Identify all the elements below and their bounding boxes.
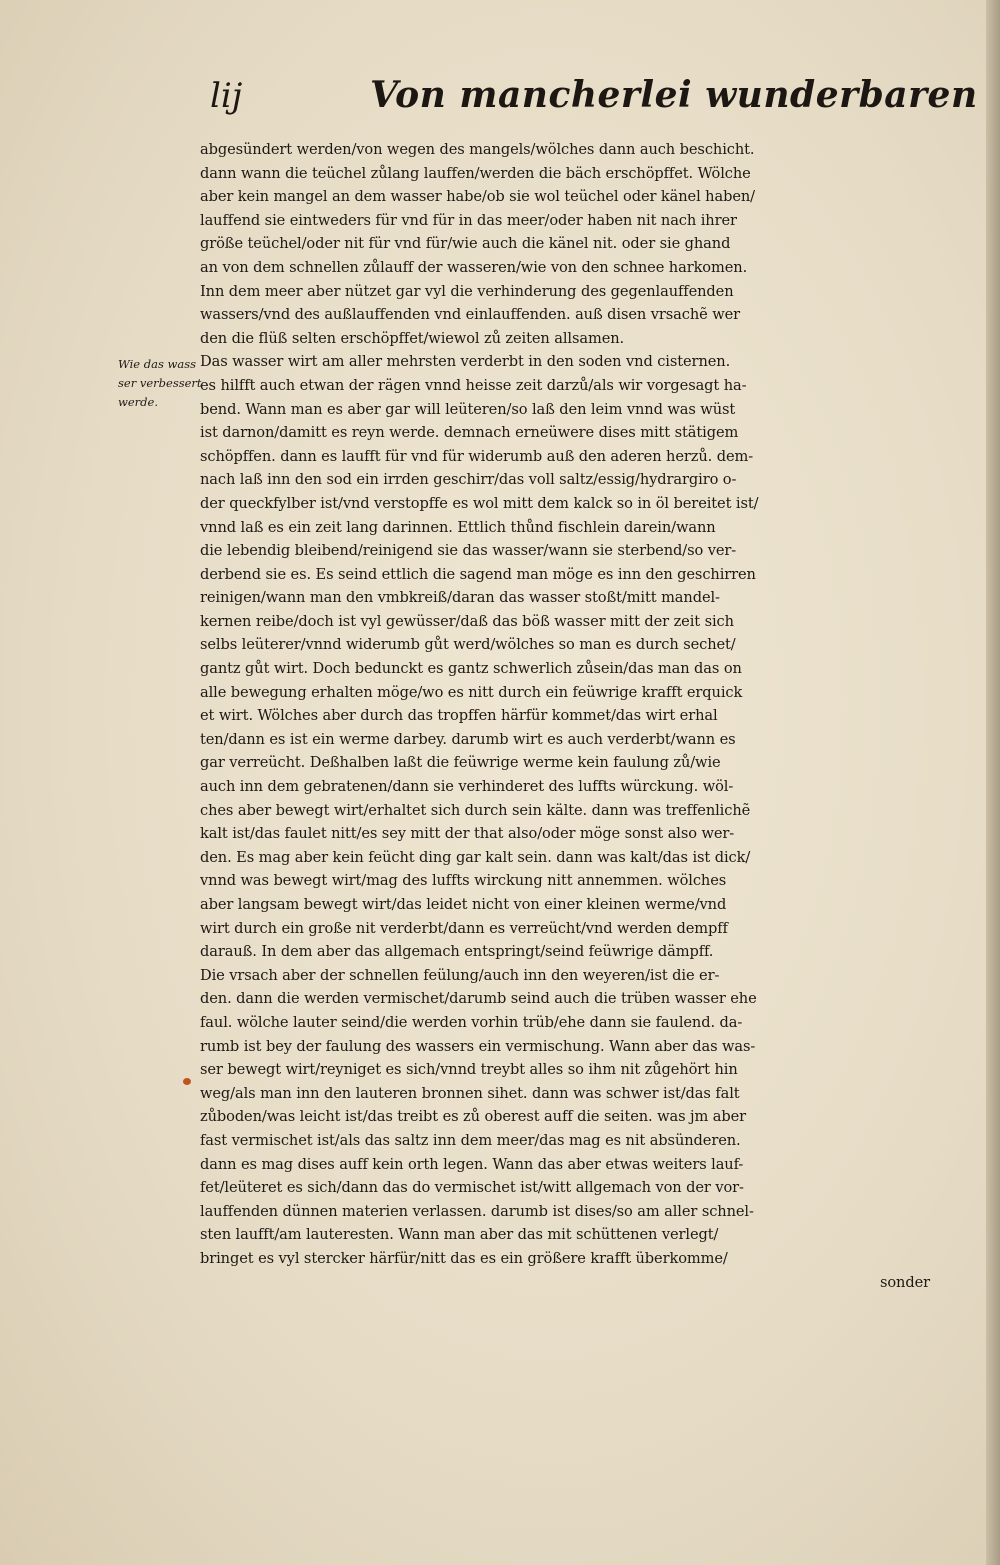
text-line: ten/dann es ist ein werme darbey. darumb wirt es auch verderbt/wann es — [200, 730, 736, 748]
text-line: aber kein mangel an dem wasser habe/ob sie wol teüchel oder känel haben/ — [200, 188, 755, 206]
text-line: Das wasser wirt am aller mehrsten verderbt in den soden vnd cisternen. — [200, 353, 731, 371]
text-line: darauß. In dem aber das allgemach entspringt/seind feüwrige dämpff. — [200, 943, 714, 961]
text-line: dann wann die teüchel zůlang lauffen/werden die bäch erschöpffet. Wölche — [200, 164, 751, 182]
text-line: vnnd was bewegt wirt/mag des luffts wirckung nitt annemmen. wölches — [200, 872, 727, 890]
text-line: die lebendig bleibend/reinigend sie das wasser/wann sie sterbend/so ver- — [200, 542, 737, 560]
text-line: selbs leüterer/vnnd widerumb gůt werd/wölches so man es durch sechet/ — [200, 636, 736, 654]
text-line: größe teüchel/oder nit für vnd für/wie auch die känel nit. oder sie ghand — [200, 235, 731, 253]
text-line: derbend sie es. Es seind ettlich die sagend man möge es inn den geschirren — [200, 565, 756, 583]
text-line: Die vrsach aber der schnellen feülung/auch inn den weyeren/ist die er- — [200, 966, 720, 984]
text-line: Inn dem meer aber nützet gar vyl die verhinderung des gegenlauffenden — [200, 282, 734, 300]
marginal-note-line: ser verbessert — [118, 376, 202, 390]
marginal-note — [118, 355, 208, 412]
text-line: gantz gůt wirt. Doch bedunckt es gantz schwerlich zůsein/das man das on — [200, 660, 742, 678]
text-line: ches aber bewegt wirt/erhaltet sich durch sein kälte. dann was treffenlichẽ — [200, 801, 751, 819]
text-line: nach laß inn den sod ein irrden geschirr/das voll saltz/essig/hydrargiro o- — [200, 471, 737, 489]
text-line: rumb ist bey der faulung des wassers ein vermischung. Wann aber das was- — [200, 1037, 756, 1055]
text-line: weg/als man inn den lauteren bronnen sihet. dann was schwer ist/das falt — [200, 1084, 740, 1102]
text-line: gar verreücht. Deßhalben laßt die feüwrige werme kein faulung zů/wie — [200, 754, 721, 772]
page-header — [210, 70, 978, 130]
marginal-note-line: werde. — [118, 395, 158, 409]
text-line: ist darnon/damitt es reyn werde. demnach erneüwere dises mitt stätigem — [200, 424, 739, 442]
text-line: den die flüß selten erschöpffet/wiewol zů zeiten allsamen. — [200, 329, 625, 347]
text-line: es hilfft auch etwan der rägen vnnd heisse zeit darzů/als wir vorgesagt ha- — [200, 376, 747, 394]
marginal-note-line: Wie das wass — [118, 357, 197, 371]
text-line: et wirt. Wölches aber durch das tropffen härfür kommet/das wirt erhal — [200, 707, 718, 725]
text-line: aber langsam bewegt wirt/das leidet nicht von einer kleinen werme/vnd — [200, 896, 727, 913]
text-line: lauffend sie eintweders für vnd für in das meer/oder haben nit nach ihrer — [200, 211, 737, 229]
text-line: faul. wölche lauter seind/die werden vorhin trüb/ehe dann sie faulend. da- — [200, 1013, 743, 1031]
text-line: schöpffen. dann es laufft für vnd für widerumb auß den aderen herzů. dem- — [200, 447, 754, 465]
text-line: auch inn dem gebratenen/dann sie verhinderet des luffts würckung. wöl- — [200, 778, 734, 796]
text-line: dann es mag dises auff kein orth legen. Wann das aber etwas weiters lauf- — [200, 1155, 744, 1173]
text-line: fet/leüteret es sich/dann das do vermischet ist/witt allgemach von der vor- — [200, 1179, 744, 1197]
text-line: der queckfylber ist/vnd verstopffe es wol mitt dem kalck so in öl bereitet ist/ — [200, 494, 759, 512]
text-line: wassers/vnd des außlauffenden vnd einlauffenden. auß disen vrsachẽ wer — [200, 306, 741, 324]
text-line: vnnd laß es ein zeit lang darinnen. Ettlich thůnd fischlein darein/wann — [200, 518, 716, 536]
text-line: den. dann die werden vermischet/darumb seind auch die trüben wasser ehe — [200, 990, 757, 1008]
running-title: Von mancherlei wunderbaren — [370, 74, 978, 116]
folio-number: lij — [210, 76, 243, 116]
text-line: ser bewegt wirt/reyniget es sich/vnnd treybt alles so ihm nit zůgehört hin — [200, 1061, 738, 1079]
text-line: abgesündert werden/von wegen des mangels/wölches dann auch beschicht. — [200, 141, 755, 158]
ink-stain — [183, 1078, 191, 1085]
text-line: sten laufft/am lauteresten. Wann man aber das mit schüttenen verlegt/ — [200, 1226, 719, 1244]
text-line: wirt durch ein große nit verderbt/dann es verreücht/vnd werden dempff — [200, 919, 728, 937]
text-line: bringet es vyl stercker härfür/nitt das es ein größere krafft überkomme/ — [200, 1249, 728, 1267]
text-line: kalt ist/das faulet nitt/es sey mitt der that also/oder möge sonst also wer- — [200, 825, 735, 843]
text-line: reinigen/wann man den vmbkreiß/daran das wasser stoßt/mitt mandel- — [200, 589, 720, 607]
text-line: bend. Wann man es aber gar will leüteren/so laß den leim vnnd was wüst — [200, 400, 736, 418]
text-line: zůboden/was leicht ist/das treibt es zů oberest auff die seiten. was jm aber — [200, 1108, 747, 1126]
body-text — [200, 138, 940, 1294]
text-line: fast vermischet ist/als das saltz inn dem meer/das mag es nit absünderen. — [200, 1131, 741, 1149]
text-line: lauffenden dünnen materien verlassen. darumb ist dises/so am aller schnel- — [200, 1202, 754, 1220]
text-line: alle bewegung erhalten möge/wo es nitt durch ein feüwrige krafft erquick — [200, 683, 743, 701]
page-edge-shadow — [986, 0, 1000, 1565]
catchword: sonder — [879, 1273, 930, 1291]
text-line: den. Es mag aber kein feücht ding gar kalt sein. dann was kalt/das ist dick/ — [200, 848, 751, 866]
text-line: kernen reibe/doch ist vyl gewüsser/daß das böß wasser mitt der zeit sich — [200, 612, 734, 630]
text-line: an von dem schnellen zůlauff der wasseren/wie von den schnee harkomen. — [200, 258, 748, 276]
